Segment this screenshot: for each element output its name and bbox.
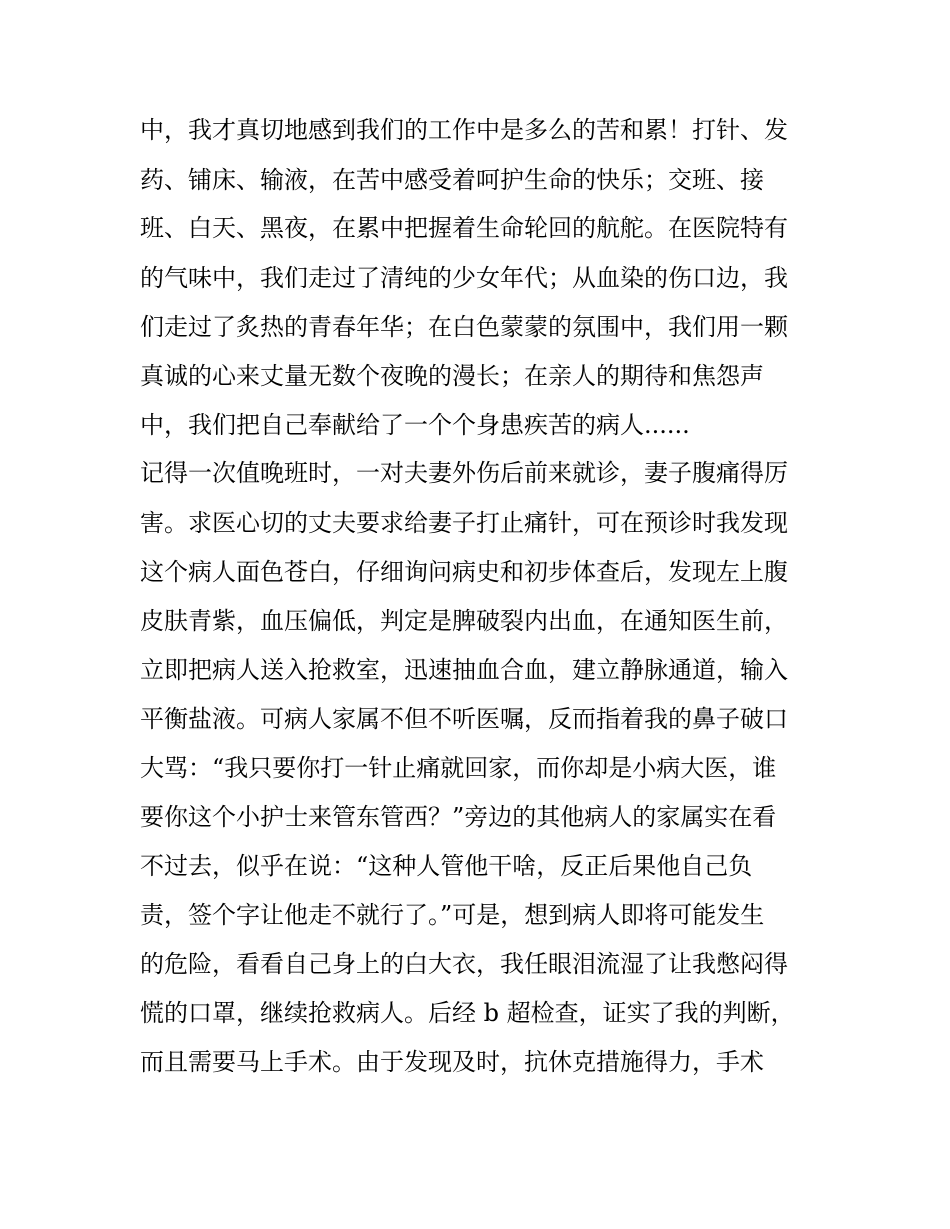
text-line: 皮肤青紫，血压偏低，判定是脾破裂内出血，在通知医生前，	[140, 607, 788, 635]
text-line: 而且需要马上手术。由于发现及时，抗休克措施得力，手术	[140, 1048, 764, 1076]
text-line: 药、铺床、输液，在苦中感受着呵护生命的快乐；交班、接	[140, 166, 764, 194]
text-line: 的气味中，我们走过了清纯的少女年代；从血染的伤口边，我	[140, 264, 788, 292]
text-line: 大骂：“我只要你打一针止痛就回家，而你却是小病大医，谁	[140, 754, 777, 782]
text-line: 慌的口罩，继续抢救病人。后经 b 超检查，证实了我的判断，	[140, 999, 795, 1027]
text-line: 害。求医心切的丈夫要求给妻子打止痛针，可在预诊时我发现	[140, 509, 788, 537]
text-line: 立即把病人送入抢救室，迅速抽血合血，建立静脉通道，输入	[140, 656, 788, 684]
text-line: 这个病人面色苍白，仔细询问病史和初步体查后，发现左上腹	[140, 558, 788, 586]
text-line: 中，我才真切地感到我们的工作中是多么的苦和累！打针、发	[140, 116, 788, 144]
text-line: 要你这个小护士来管东管西？”旁边的其他病人的家属实在看	[140, 803, 777, 831]
text-line: 们走过了炙热的青春年华；在白色蒙蒙的氛围中，我们用一颗	[140, 313, 788, 341]
text-line: 班、白天、黑夜，在累中把握着生命轮回的航舵。在医院特有	[140, 214, 788, 242]
text-line: 真诚的心来丈量无数个夜晚的漫长；在亲人的期待和焦怨声	[140, 362, 764, 390]
text-line: 中，我们把自己奉献给了一个个身患疾苦的病人......	[140, 411, 690, 439]
text-line: 责，签个字让他走不就行了。”可是，想到病人即将可能发生	[140, 901, 765, 929]
text-line: 不过去，似乎在说：“这种人管他干啥，反正后果他自己负	[140, 852, 753, 880]
text-line: 的危险，看看自己身上的白大衣，我任眼泪流湿了让我憋闷得	[140, 950, 788, 978]
text-line: 平衡盐液。可病人家属不但不听医嘱，反而指着我的鼻子破口	[140, 705, 788, 733]
text-line: 记得一次值晚班时，一对夫妻外伤后前来就诊，妻子腹痛得厉	[140, 459, 788, 487]
